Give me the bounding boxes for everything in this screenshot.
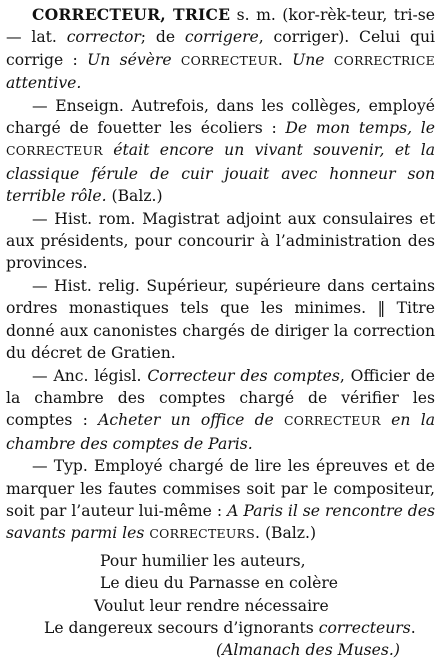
poem-line-2: Le dieu du Parnasse en colère: [100, 574, 339, 593]
example-text: Un sévère: [87, 50, 181, 69]
poem-source: (Almanach des Muses.): [216, 641, 400, 660]
poem-line-3: Voulut leur rendre nécessaire: [94, 596, 329, 615]
example-text-2: en la chambre des comptes de Paris.: [6, 411, 435, 453]
sense-hist-rom: [6, 208, 435, 275]
poem-line-4: [6, 617, 435, 639]
sense-typographie: [6, 455, 435, 546]
headword: CORRECTEUR, TRICE: [32, 5, 231, 24]
text: — Hist. relig. Supérieur, supérieure dans certains ordres monastiques tels que les minimes. ‖ Titre donné aux canonistes chargés de diriger la correction du décret de Gratien.: [6, 276, 435, 363]
example-text: Acheter un office de: [98, 411, 285, 430]
quote-text-2: était encore un vivant souvenir, et la classique férule de cuir jouait avec honneur son terrible rôle.: [6, 141, 435, 206]
text: ; de: [140, 28, 185, 47]
text: .: [410, 618, 416, 637]
quote-text: De mon temps, le: [285, 119, 435, 138]
text: — Typ. Employé chargé de lire les épreuves et de marquer les fautes commises soit par le compositeur, soit par l’auteur lui-même :: [6, 457, 435, 520]
quote-text: A Paris il se rencontre des savants parmi les: [6, 501, 435, 543]
text: — Hist. rom. Magistrat adjoint aux consulaires et aux présidents, pour concourir à l’administration des provinces.: [6, 209, 435, 273]
quote-source: . (Balz.): [255, 524, 317, 543]
text: — Enseign. Autrefois, dans les collèges, employé chargé de fouetter les écoliers :: [6, 96, 435, 138]
poem-quote: [6, 550, 435, 662]
sense-enseignement: [6, 95, 435, 208]
text: Le dangereux secours d’ignorants: [44, 618, 319, 637]
quote-source: (Balz.): [106, 187, 163, 206]
sense-hist-relig: [6, 275, 435, 365]
quote-smallcaps: CORRECTEURS: [149, 526, 256, 542]
text: .: [277, 50, 293, 69]
text: , corriger). Celui qui corrige :: [6, 28, 435, 69]
poem-italic-word: correcteurs: [318, 618, 411, 637]
definition-main: [6, 4, 435, 95]
example-text-2: Une: [292, 50, 334, 69]
latin-word-2: corrigere: [184, 28, 259, 47]
example-smallcaps: CORRECTEUR: [180, 52, 278, 68]
latin-word: corrector: [66, 28, 141, 47]
quote-smallcaps: CORRECTEUR: [6, 143, 103, 159]
text: — Anc. législ.: [32, 366, 148, 385]
example-text-3: attentive.: [6, 74, 82, 93]
poem-line-1: Pour humilier les auteurs,: [100, 551, 306, 570]
text: , Officier de la chambre des comptes chargé de vérifier les comptes :: [6, 366, 435, 430]
sense-anc-legisl: [6, 365, 435, 456]
example-smallcaps: CORRECTEUR: [284, 413, 381, 429]
term-italic: Correcteur des comptes: [147, 366, 340, 385]
example-smallcaps-2: CORRECTRICE: [333, 52, 435, 68]
grammar-etymology: s. m. (kor-rèk-teur, tri-se — lat.: [6, 6, 435, 47]
